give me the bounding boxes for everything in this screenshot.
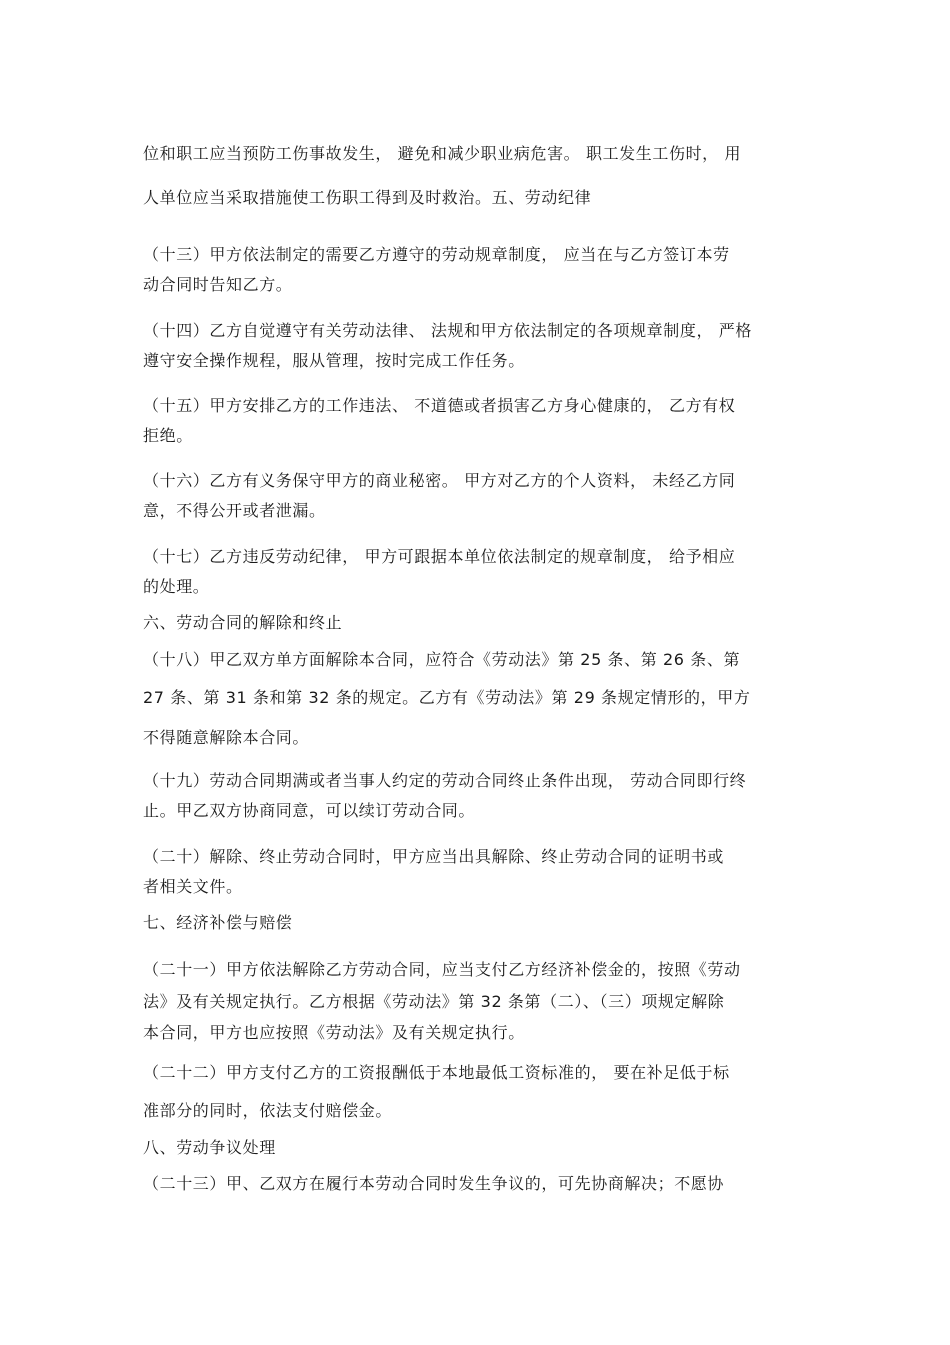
text-line: 人单位应当采取措施使工伤职工得到及时救治。五、劳动纪律 [143, 188, 592, 207]
text-line: （十七）乙方违反劳动纪律， 甲方可跟据本单位依法制定的规章制度， 给予相应 [143, 547, 736, 566]
text-line: 27 条、第 31 条和第 32 条的规定。乙方有《劳动法》第 29 条规定情形的，甲方 [143, 688, 751, 707]
text-line: 的处理。 [143, 577, 210, 596]
text-line: （二十三）甲、乙双方在履行本劳动合同时发生争议的，可先协商解决；不愿协 [143, 1174, 725, 1193]
text-line: 拒绝。 [143, 426, 193, 445]
section-heading: 七、经济补偿与赔偿 [143, 913, 293, 932]
text-line: 者相关文件。 [143, 877, 243, 896]
text-line: （十九）劳动合同期满或者当事人约定的劳动合同终止条件出现， 劳动合同即行终 [143, 771, 747, 790]
text-line: （十八）甲乙双方单方面解除本合同，应符合《劳动法》第 25 条、第 26 条、第 [143, 650, 741, 669]
text-line: 遵守安全操作规程，服从管理，按时完成工作任务。 [143, 351, 525, 370]
section-heading: 八、劳动争议处理 [143, 1138, 276, 1157]
text-line: （十三）甲方依法制定的需要乙方遵守的劳动规章制度， 应当在与乙方签订本劳 [143, 245, 730, 264]
text-line: 不得随意解除本合同。 [143, 728, 310, 747]
text-line: （十六）乙方有义务保守甲方的商业秘密。 甲方对乙方的个人资料， 未经乙方同 [143, 471, 736, 490]
text-line: 准部分的同时，依法支付赔偿金。 [143, 1101, 393, 1120]
text-line: （十四）乙方自觉遵守有关劳动法律、 法规和甲方依法制定的各项规章制度， 严格 [143, 321, 752, 340]
section-heading: 六、劳动合同的解除和终止 [143, 613, 343, 632]
text-line: 本合同，甲方也应按照《劳动法》及有关规定执行。 [143, 1023, 525, 1042]
text-line: （二十）解除、终止劳动合同时，甲方应当出具解除、终止劳动合同的证明书或 [143, 847, 725, 866]
text-line: （二十一）甲方依法解除乙方劳动合同，应当支付乙方经济补偿金的，按照《劳动 [143, 960, 741, 979]
text-line: 法》及有关规定执行。乙方根据《劳动法》第 32 条第（二）、（三）项规定解除 [143, 992, 725, 1011]
text-line: 意，不得公开或者泄漏。 [143, 501, 326, 520]
text-line: （十五）甲方安排乙方的工作违法、 不道德或者损害乙方身心健康的， 乙方有权 [143, 396, 736, 415]
text-line: 动合同时告知乙方。 [143, 275, 293, 294]
text-line: （二十二）甲方支付乙方的工资报酬低于本地最低工资标准的， 要在补足低于标 [143, 1063, 730, 1082]
text-line: 位和职工应当预防工伤事故发生， 避免和减少职业病危害。 职工发生工伤时， 用 [143, 144, 742, 163]
text-line: 止。甲乙双方协商同意，可以续订劳动合同。 [143, 801, 476, 820]
